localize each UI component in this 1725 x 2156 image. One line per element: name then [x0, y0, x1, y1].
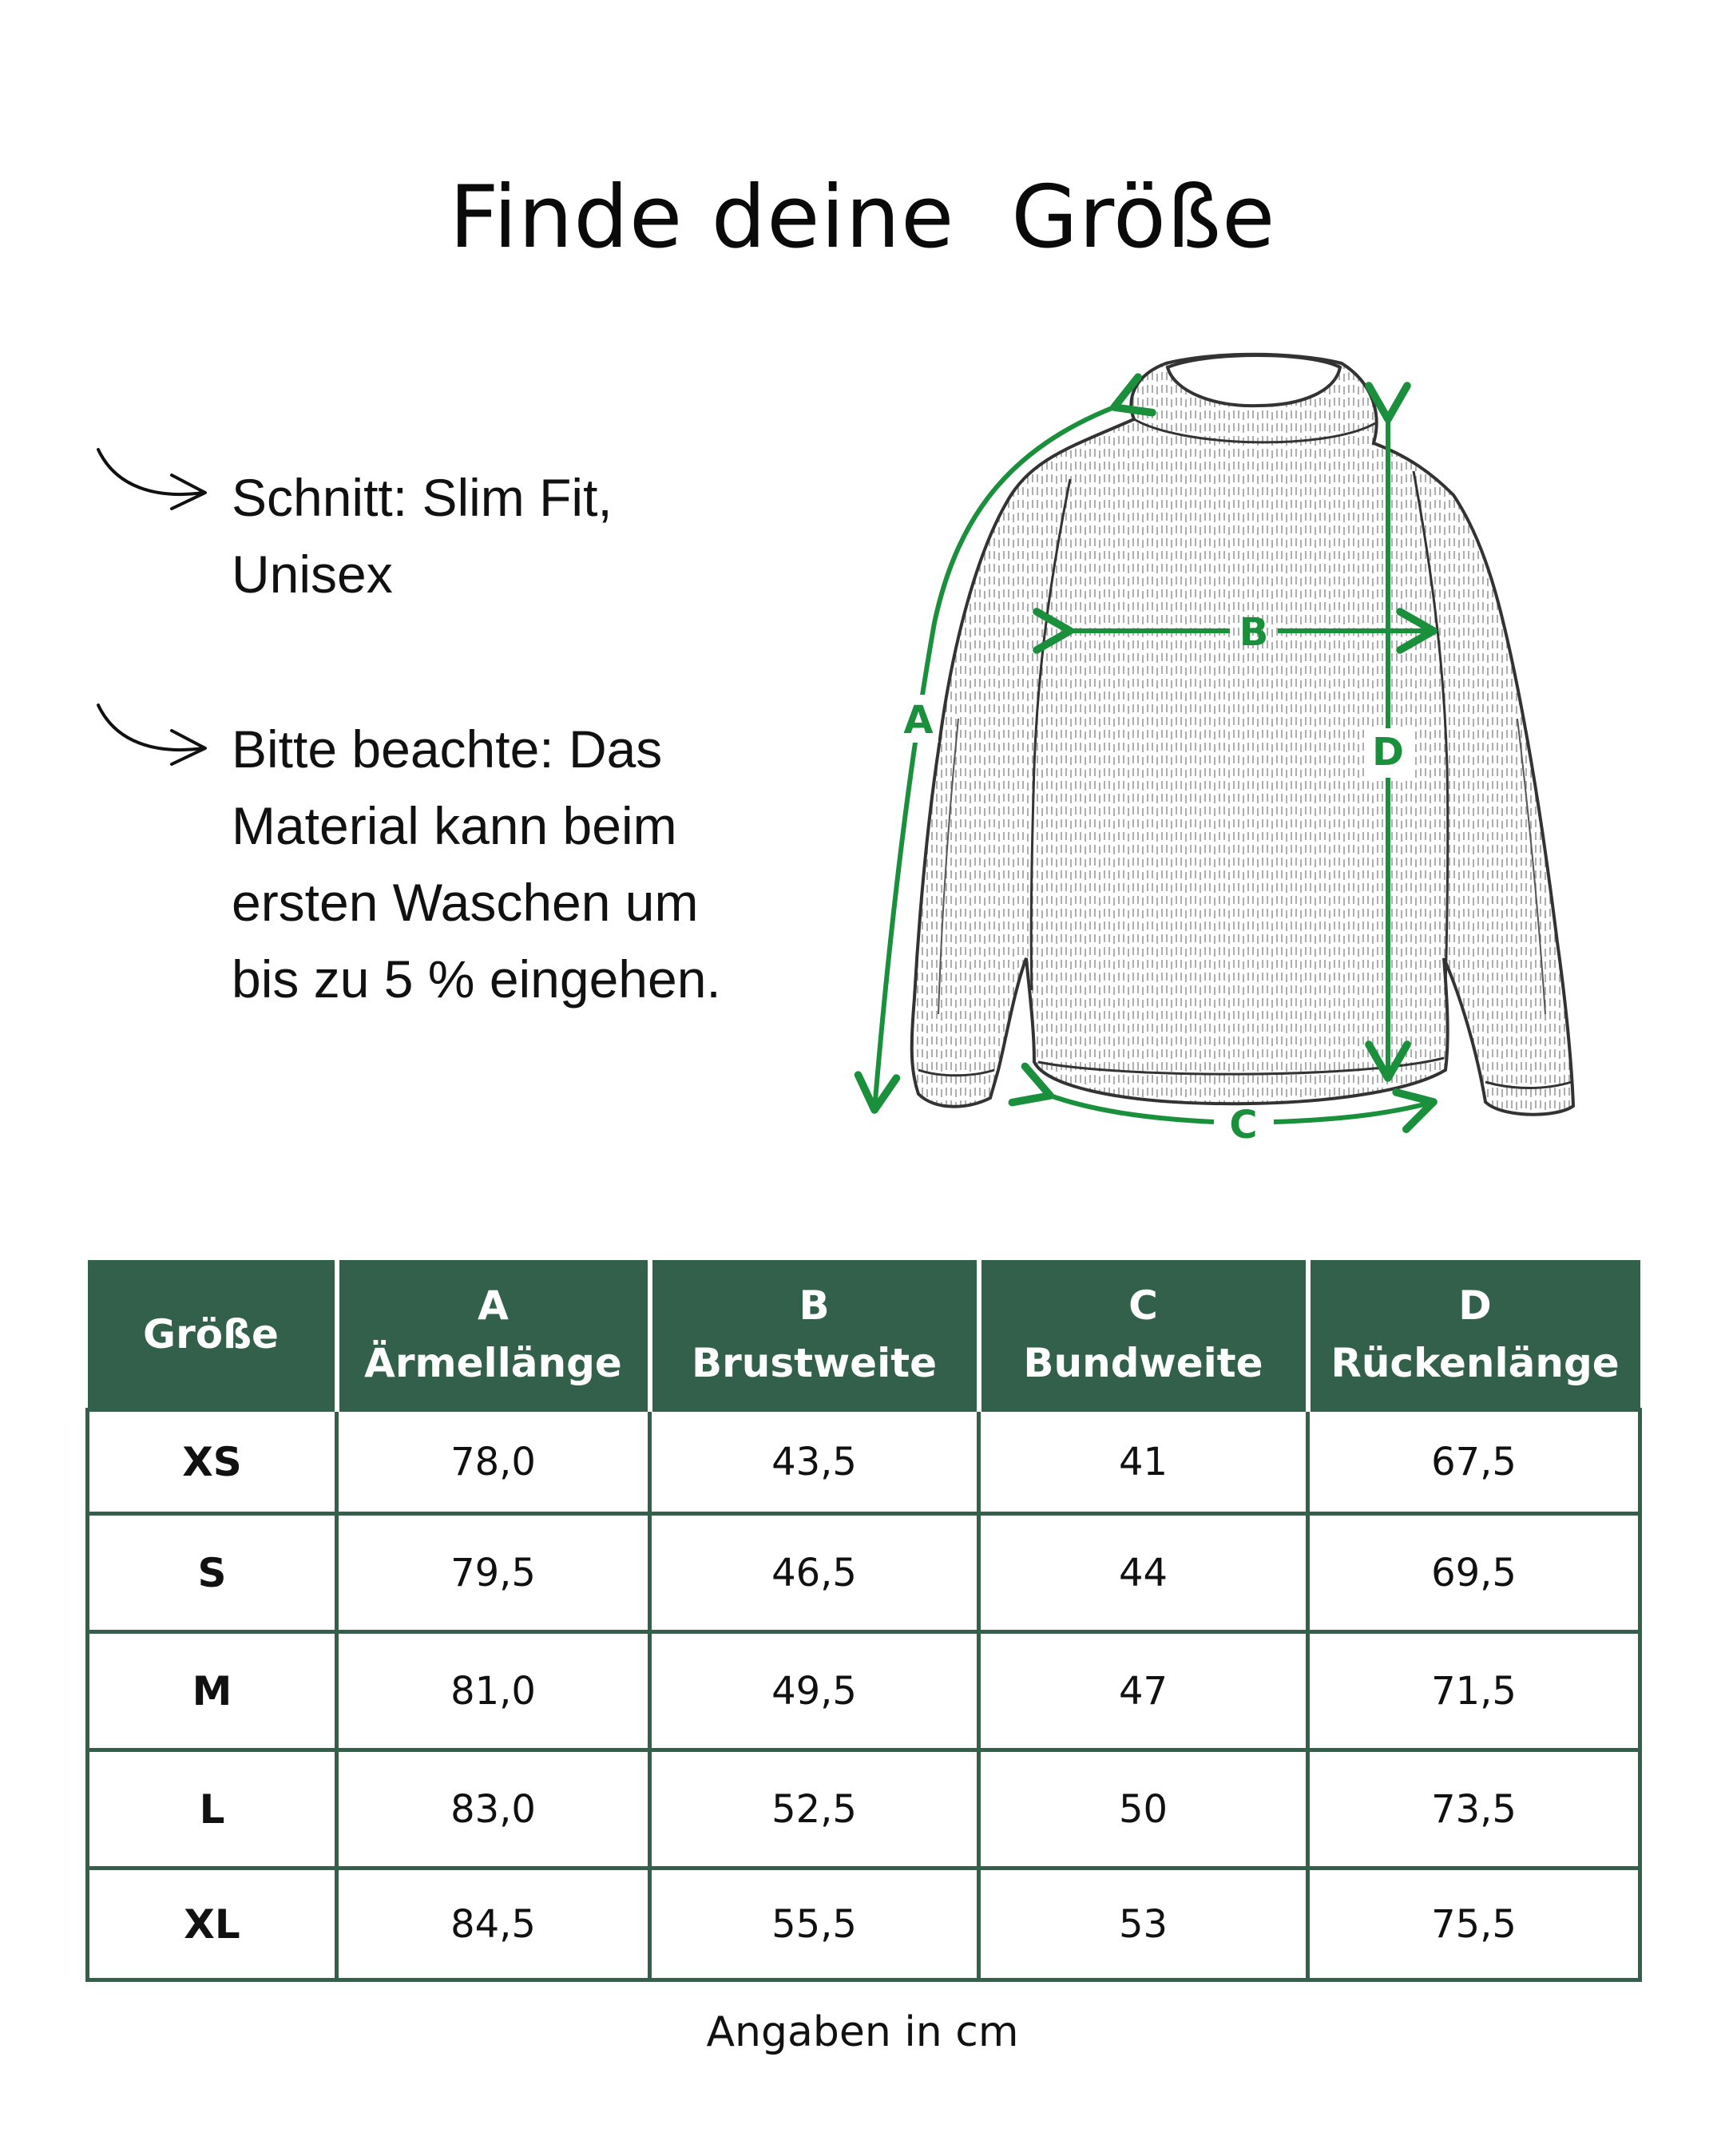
size-cell: XS: [88, 1410, 337, 1514]
note-material: [232, 711, 839, 1017]
note-line: bis zu 5 % eingehen.: [232, 949, 721, 1009]
header-chest-width: [650, 1260, 979, 1410]
value-cell: 43,5: [650, 1410, 979, 1514]
header-back-length: [1308, 1260, 1640, 1410]
header-name: Bundweite: [1023, 1339, 1263, 1386]
header-letter: C: [1128, 1282, 1158, 1329]
header-name: Rückenlänge: [1330, 1339, 1620, 1386]
table-header-row: [88, 1260, 1640, 1410]
value-cell: 84,5: [337, 1869, 650, 1980]
header-name: Brustweite: [691, 1339, 938, 1386]
value-cell: 55,5: [650, 1869, 979, 1980]
header-name: Ärmellänge: [364, 1339, 622, 1386]
note-line: Bitte beachte: Das: [232, 719, 663, 779]
value-cell: 67,5: [1308, 1410, 1640, 1514]
note-line: Schnitt: Slim Fit,: [232, 468, 613, 527]
header-size: [88, 1260, 337, 1410]
measure-d-label: D: [1372, 730, 1404, 775]
value-cell: 79,5: [337, 1514, 650, 1632]
value-cell: 41: [979, 1410, 1308, 1514]
measure-b-label: B: [1239, 610, 1269, 655]
note-fit: [232, 459, 839, 612]
header-letter: D: [1458, 1282, 1492, 1329]
measure-a-label: A: [903, 698, 934, 743]
value-cell: 81,0: [337, 1632, 650, 1750]
table-row: [88, 1514, 1640, 1632]
value-cell: 73,5: [1308, 1750, 1640, 1869]
measure-c-arrow-right: [1274, 1102, 1434, 1122]
header-letter: B: [799, 1282, 830, 1329]
page-title: Finde deine Größe: [449, 168, 1276, 268]
note-line: Material kann beim: [232, 796, 677, 855]
value-cell: 47: [979, 1632, 1308, 1750]
value-cell: 52,5: [650, 1750, 979, 1869]
header-sleeve-length: [337, 1260, 650, 1410]
value-cell: 46,5: [650, 1514, 979, 1632]
size-cell: M: [88, 1632, 337, 1750]
table-row: [88, 1632, 1640, 1750]
size-cell: XL: [88, 1869, 337, 1980]
size-cell: S: [88, 1514, 337, 1632]
value-cell: 50: [979, 1750, 1308, 1869]
value-cell: 75,5: [1308, 1869, 1640, 1980]
unit-caption: Angaben in cm: [706, 2008, 1019, 2056]
header-waist-width: [979, 1260, 1308, 1410]
header-letter: A: [478, 1282, 509, 1329]
value-cell: 71,5: [1308, 1632, 1640, 1750]
size-table: [85, 1260, 1638, 1982]
measure-c-label: C: [1229, 1103, 1258, 1147]
table-row: [88, 1410, 1640, 1514]
value-cell: 83,0: [337, 1750, 650, 1869]
curved-arrow-icon: [92, 443, 212, 515]
value-cell: 78,0: [337, 1410, 650, 1514]
value-cell: 69,5: [1308, 1514, 1640, 1632]
hoodie-measurement-diagram: [839, 303, 1605, 1222]
header-name: Größe: [143, 1310, 279, 1357]
size-cell: L: [88, 1750, 337, 1869]
table-row: [88, 1750, 1640, 1869]
note-line: ersten Waschen um: [232, 873, 699, 932]
note-line: Unisex: [232, 545, 393, 604]
value-cell: 53: [979, 1869, 1308, 1980]
value-cell: 44: [979, 1514, 1308, 1632]
table-row: [88, 1869, 1640, 1980]
curved-arrow-icon: [92, 699, 212, 771]
value-cell: 49,5: [650, 1632, 979, 1750]
